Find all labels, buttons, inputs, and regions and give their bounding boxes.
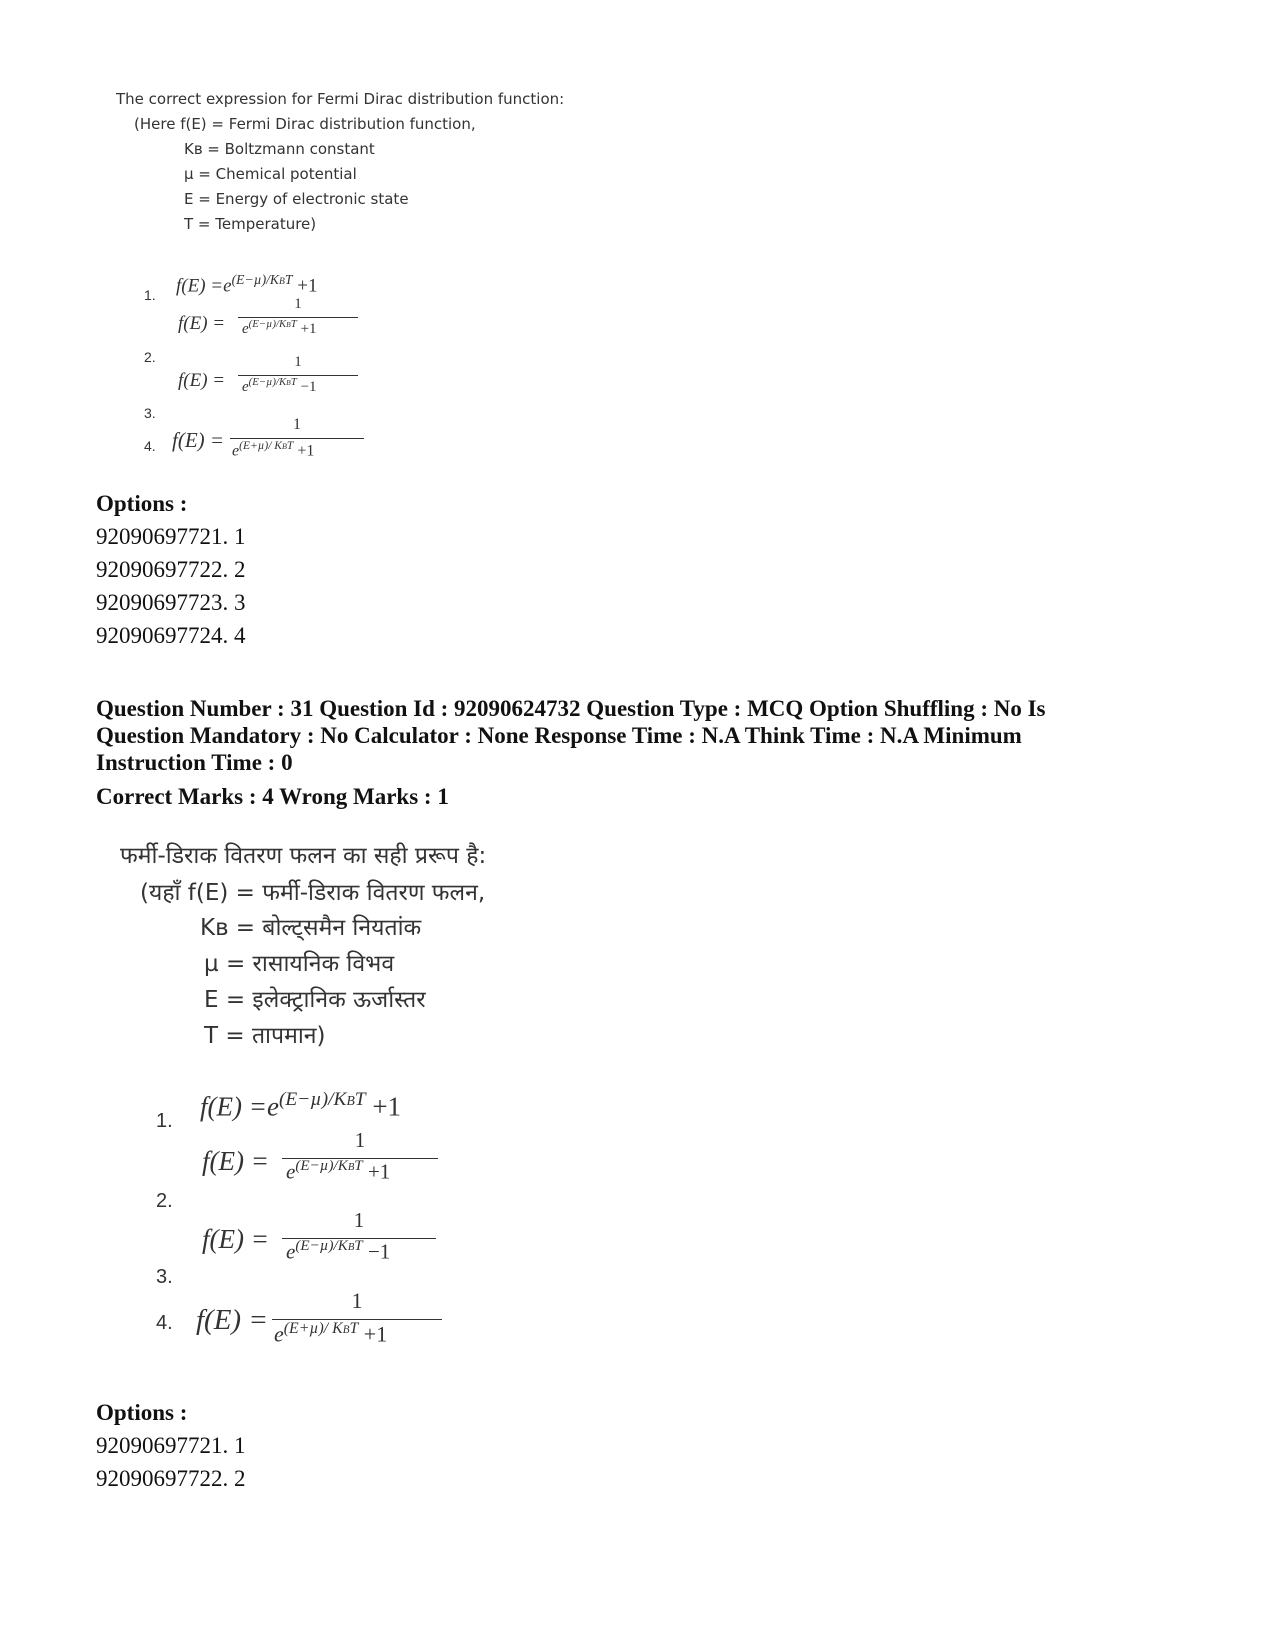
option-item: 92090697722. 2 [96, 1466, 246, 1491]
formula-option-1: $f(E) =e^{(E-\mu)/KBT} +1$ [176, 272, 318, 297]
formula-number: 4. [144, 438, 156, 454]
formula-option-2: 1 $e^{(E-\mu)/KBT} +1$ [238, 296, 358, 352]
definition-t: T = Temperature) [184, 215, 317, 233]
definition-t: T = तापमान) [204, 1023, 326, 1049]
question-text: फर्मी-डिराक वितरण फलन का सही प्ररूप है: [120, 843, 487, 869]
definition-mu: µ = रासायनिक विभव [204, 951, 395, 977]
option-item: 92090697724. 4 [96, 623, 246, 648]
formula-lhs: f(E) = [178, 370, 226, 391]
formula-lhs: f(E) = [202, 1146, 269, 1176]
definition-kb: Kʙ = बोल्ट्समैन नियतांक [200, 915, 422, 941]
definition-e: E = इलेक्ट्रानिक ऊर्जास्तर [204, 987, 426, 1013]
definition-e: E = Energy of electronic state [184, 190, 409, 208]
formula-option-4: 1 $e^{(E+\mu)/ KBT} +1$ [230, 416, 364, 472]
formula-lhs: f(E) = [178, 313, 226, 334]
options-title: Options : [96, 1400, 188, 1425]
definition-intro: (Here f(E) = Fermi Dirac distribution function, [134, 115, 476, 133]
question-meta-line: Question Mandatory : No Calculator : None Response Time : N.A Think Time : N.A Minimum [96, 723, 1022, 748]
formula-option-3: 1 $e^{(E-\mu)/KBT} -1$ [282, 1208, 436, 1278]
formula-number: 3. [144, 405, 156, 421]
option-item: 92090697723. 3 [96, 590, 246, 615]
formula-option-2: 1 $e^{(E-\mu)/KBT} +1$ [282, 1128, 438, 1198]
formula-number: 3. [156, 1266, 173, 1288]
definition-kb: Kʙ = Boltzmann constant [184, 140, 375, 158]
formula-option-4: 1 $e^{(E+\mu)/ KBT} +1$ [272, 1288, 442, 1358]
definition-mu: µ = Chemical potential [184, 165, 357, 183]
question-text: The correct expression for Fermi Dirac distribution function: [116, 90, 565, 108]
question-meta-line: Question Number : 31 Question Id : 92090624732 Question Type : MCQ Option Shuffling : No Is [96, 696, 1046, 721]
option-item: 92090697721. 1 [96, 1433, 246, 1458]
formula-number: 1. [144, 287, 156, 303]
formula-lhs: f(E) = [202, 1224, 269, 1254]
definition-intro: (यहाँ f(E) = फर्मी-डिराक वितरण फलन, [140, 880, 486, 906]
formula-number: 4. [156, 1312, 173, 1334]
formula-number: 1. [156, 1110, 173, 1132]
options-title: Options : [96, 491, 188, 516]
option-item: 92090697721. 1 [96, 524, 246, 549]
option-item: 92090697722. 2 [96, 557, 246, 582]
marks-line: Correct Marks : 4 Wrong Marks : 1 [96, 784, 449, 809]
formula-option-3: 1 $e^{(E-\mu)/KBT} -1$ [238, 354, 358, 410]
formula-option-1: $f(E) =e^{(E-\mu)/KBT} +1$ [200, 1089, 402, 1122]
formula-lhs: f(E) = [172, 428, 225, 452]
formula-number: 2. [156, 1190, 173, 1212]
formula-number: 2. [144, 349, 156, 365]
formula-lhs: f(E) = [196, 1304, 268, 1336]
question-meta-line: Instruction Time : 0 [96, 750, 293, 775]
